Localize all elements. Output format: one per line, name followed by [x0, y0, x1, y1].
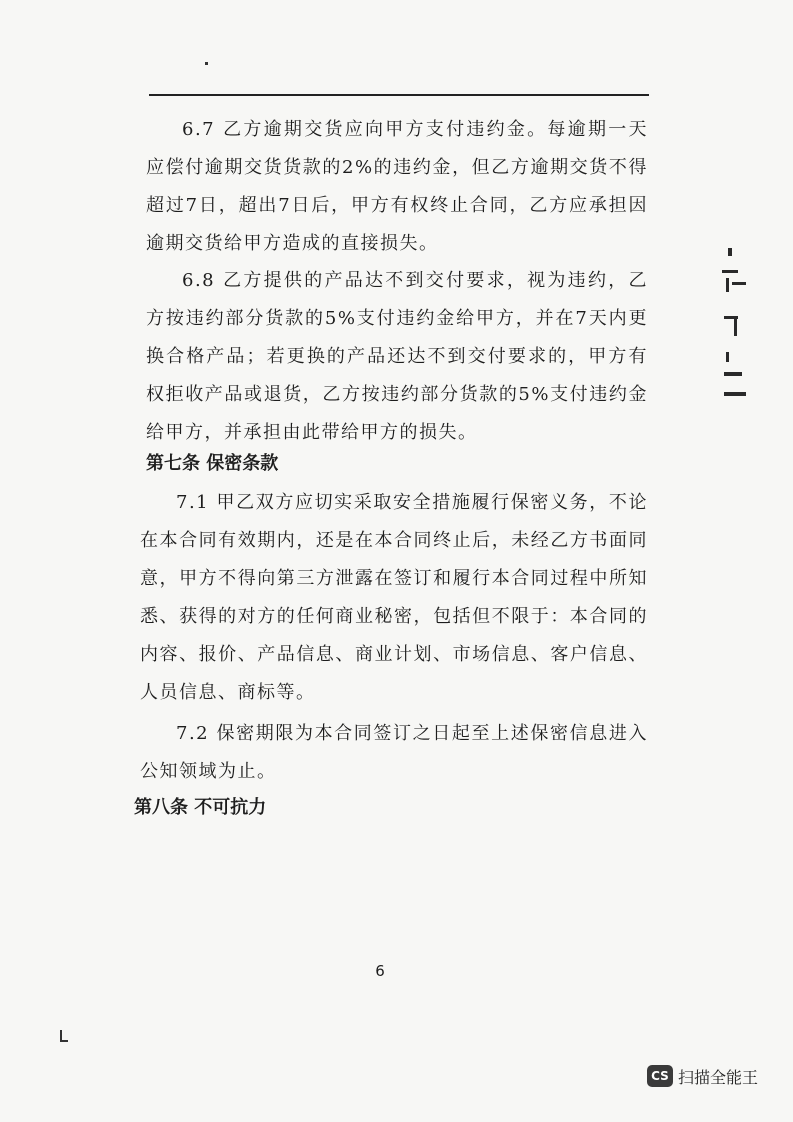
camscanner-logo-icon: CS [647, 1065, 673, 1087]
seal-edge-marks [720, 248, 750, 408]
section-8-heading: 第八条 不可抗力 [134, 797, 267, 818]
clause-6-7: 6.7 乙方逾期交货应向甲方支付违约金。每逾期一天应偿付逾期交货货款的2%的违约金，但乙方逾期交货不得超过7日，超出7日后，甲方有权终止合同，乙方应承担因逾期交货给甲方造成的直接损失。 [146, 119, 648, 254]
clause-6-8: 6.8 乙方提供的产品达不到交付要求，视为违约，乙方按违约部分货款的5%支付违约金给甲方，并在7天内更换合格产品；若更换的产品还达不到交付要求的，甲方有权拒收产品或退货，乙方按违约部分货款的5%支付违约金给甲方，并承担由此带给甲方的损失。 [146, 270, 648, 443]
section-7-heading: 第七条 保密条款 [146, 453, 279, 474]
clause-7-2: 7.2 保密期限为本合同签订之日起至上述保密信息进入公知领域为止。 [140, 723, 648, 782]
scan-speck [60, 1040, 68, 1042]
clause-7-1: 7.1 甲乙双方应切实采取安全措施履行保密义务，不论在本合同有效期内，还是在本合同终止后，未经乙方书面同意，甲方不得向第三方泄露在签订和履行本合同过程中所知悉、获得的对方的任何商业秘密，包括但不限于：本合同的内容、报价、产品信息、商业计划、市场信息、客户信息、人员信息、商标等。 [140, 492, 648, 703]
page-number: 6 [375, 962, 385, 980]
watermark-text: 扫描全能王 [678, 1067, 759, 1087]
scan-speck [205, 62, 208, 65]
header-rule [149, 94, 649, 96]
scanner-watermark [647, 1062, 758, 1090]
